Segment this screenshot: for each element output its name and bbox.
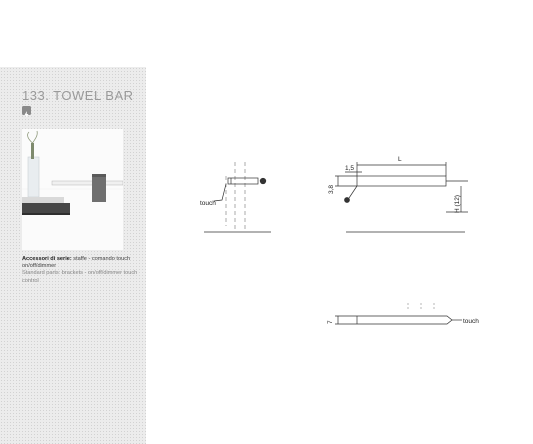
side-touch-label: touch: [200, 200, 216, 207]
product-title: 133. TOWEL BAR: [22, 88, 134, 103]
top-view-drawing: [335, 303, 462, 324]
caption-text-en: Standard parts: brackets - on/off/dimmer touch control: [22, 270, 138, 284]
offset-label: 1,5: [345, 165, 355, 172]
caption-text-it: staffe - comando touch on/off/dimmer: [22, 256, 131, 270]
front-view-drawing: [335, 162, 468, 232]
top-touch-label: touch: [463, 318, 479, 325]
thickness-label: 3,8: [328, 184, 335, 194]
depth-label: 7: [327, 320, 334, 324]
length-label: L: [398, 156, 402, 163]
caption-label: Accessori di serie:: [22, 256, 72, 262]
side-view-drawing: [204, 162, 271, 232]
height-label: H (12): [454, 194, 461, 213]
